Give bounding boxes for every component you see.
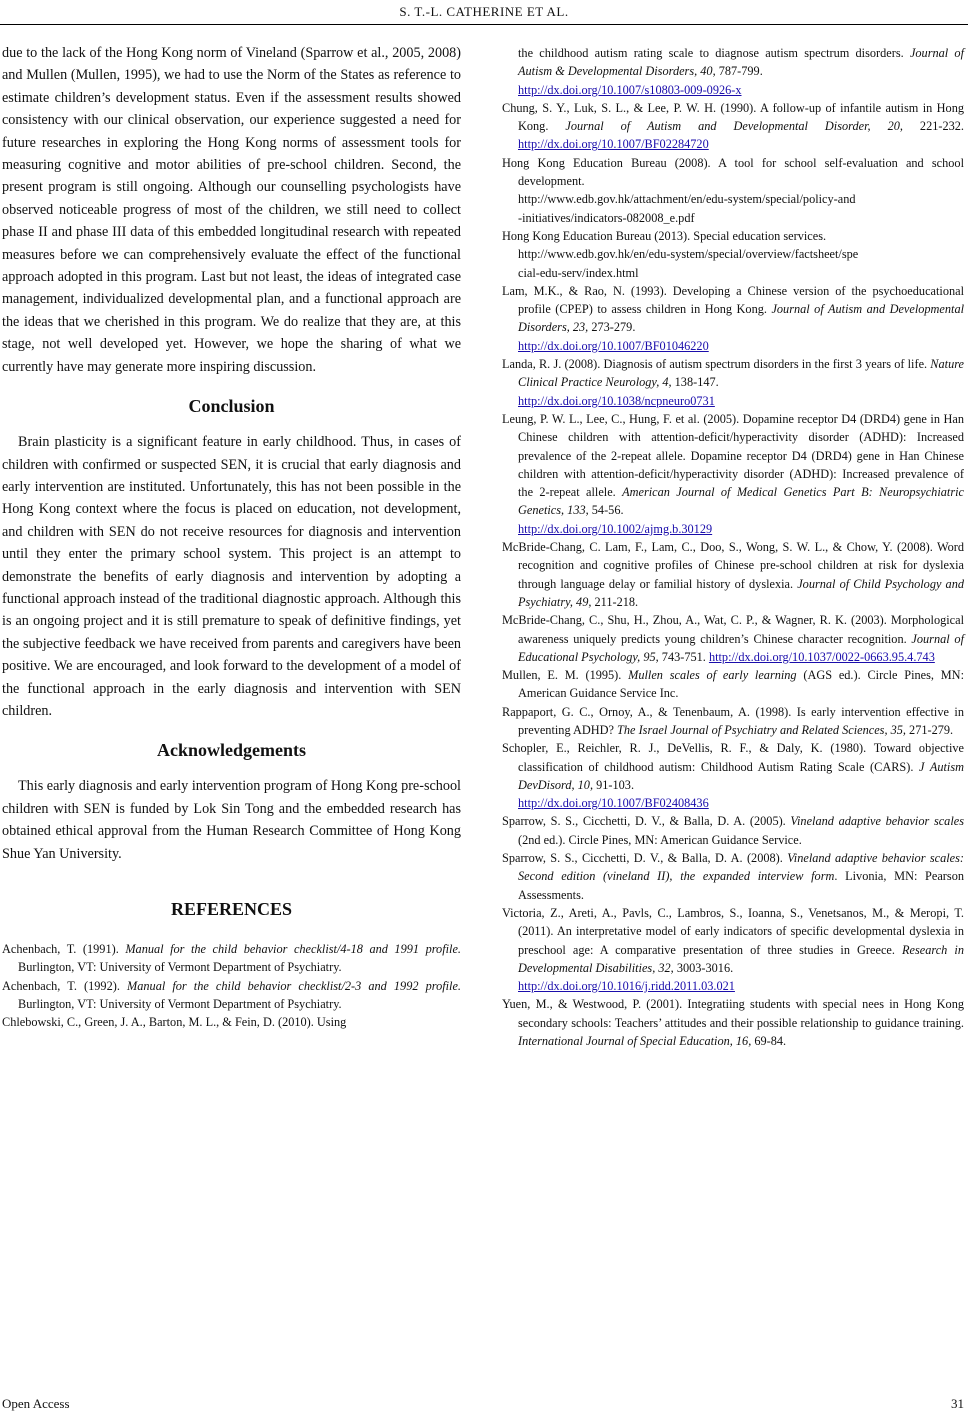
intro-paragraph: due to the lack of the Hong Kong norm of Vineland (Sparrow et al., 2005, 2008) and Mullen (Mullen, 1995), we had to use the Norm of the States as reference to estimate children’s development status. Even if the assessment results showed consistency with our clinical observation, our experience suggested a need for future researches in exploring the Hong Kong norms of assessment tools for measuring cognitive and motor abilities of pre-school children. Second, the present program is still ongoing. Although our counselling psychologists have observed noticeable progress of most of the children, we still need to collect phase II and phase III data of this embedded longitudinal research with repeated measures before we can comprehensively evaluate the effect of the functional approach adopted in this program. Last but not least, the ideas of integrated case management, individualized developmental plan, and a functional approach are the ideas that we cherished in this program. We do realize that they are, at this stage, not well developed yet. However, we hope the sharing of what we currently have may generate more inspiring discussion.: [2, 45, 461, 375]
reference-entry: Hong Kong Education Bureau (2008). A tool for school self-evaluation and school development. http://www.edb.gov.hk/attachment/en/edu-system/special/policy-and -initiatives/indicators-082008_e.pdf: [502, 154, 964, 227]
doi-link[interactable]: http://dx.doi.org/10.1007/s10803-009-0926-x: [518, 82, 742, 97]
reference-entry: Mullen, E. M. (1995). Mullen scales of early learning (AGS ed.). Circle Pines, MN: American Guidance Service Inc.: [502, 668, 964, 701]
doi-link[interactable]: http://dx.doi.org/10.1038/ncpneuro0731: [518, 393, 715, 408]
doi-link[interactable]: http://dx.doi.org/10.1016/j.ridd.2011.03.021: [518, 979, 735, 994]
references-heading: REFERENCES: [170, 899, 293, 919]
doi-link[interactable]: http://dx.doi.org/10.1007/BF02284720: [518, 137, 709, 152]
reference-entry: Lam, M.K., & Rao, N. (1993). Developing a Chinese version of the psychoeducational profile (CPEP) to assess children in Hong Kong. Journal of Autism and Developmental Disorders, 23, 273-279. http://dx.doi.org/10.1007/BF01046220: [502, 282, 964, 355]
reference-entry: Sparrow, S. S., Cicchetti, D. V., & Balla, D. A. (2005). Vineland adaptive behavior scales (2nd ed.). Circle Pines, MN: American Guidance Service.: [502, 814, 964, 847]
conclusion-paragraph: Brain plasticity is a significant feature in early childhood. Thus, in cases of children with confirmed or suspected SEN, it is crucial that early diagnosis and early intervention are instituted. Unfortunately, this has not been possible in the Hong Kong context where the focus is placed on education, not development, and children with SEN do not receive resources for diagnosis and intervention until they enter the primary school system. This project is an attempt to demonstrate the benefits of early diagnosis and intervention by adopting a functional approach instead of the traditional diagnostic approach. Although this is an ongoing project and it is still premature to speak of definitive findings, yet the subjective feedback we have received from parents and caregivers have been positive. We are encouraged, and look forward to the development of a model of the functional approach in the early diagnosis and intervention with SEN children.: [2, 434, 461, 719]
acknowledgements-heading: Acknowledgements: [157, 740, 306, 761]
reference-entry: Chung, S. Y., Luk, S. L., & Lee, P. W. H. (1990). A follow-up of infantile autism in Hong Kong. Journal of Autism and Developmental Disorder, 20, 221-232. http://dx.doi.org/10.1007/BF02284720: [502, 100, 964, 152]
doi-link[interactable]: http://dx.doi.org/10.1037/0022-0663.95.4.743: [708, 649, 935, 664]
reference-entry: Victoria, Z., Areti, A., Pavls, C., Lambros, S., Ioanna, S., Venetsanos, M., & Meropi, T. (2011). An interpretative model of early indicators of specific developmental dyslexia in preschool age: A comparative presentation of three studies in Greece. Research in Developmental Disabilities, 32, 3003-3016. http://dx.doi.org/10.1016/j.ridd.2011.03.021: [502, 904, 964, 995]
url-text: -initiatives/indicators-082008_e.pdf: [518, 210, 695, 225]
doi-link[interactable]: http://dx.doi.org/10.1007/BF01046220: [518, 338, 709, 353]
reference-entry: Sparrow, S. S., Cicchetti, D. V., & Balla, D. A. (2008). Vineland adaptive behavior scales: Second edition (vineland II), the expanded interview form. Livonia, MN: Pearson Assessments.: [502, 851, 964, 902]
reference-entry: Hong Kong Education Bureau (2013). Special education services. http://www.edb.gov.hk/en/edu-system/special/overview/factsheet/spe cial-edu-serv/index.html: [502, 227, 964, 282]
running-header: S. T.-L. CATHERINE ET AL.: [399, 4, 569, 19]
url-text: http://www.edb.gov.hk/en/edu-system/special/overview/factsheet/spe: [518, 247, 859, 262]
reference-entry: Schopler, E., Reichler, R. J., DeVellis, R. F., & Daly, K. (1980). Toward objective classification of childhood autism: Childhood Autism Rating Scale (CARS). J Autism DevDisord, 10, 91-103. http://dx.doi.org/10.1007/BF02408436: [502, 739, 964, 812]
doi-link[interactable]: http://dx.doi.org/10.1002/ajmg.b.30129: [518, 521, 713, 536]
right-column: [502, 44, 964, 1050]
left-column: [2, 42, 461, 1031]
acknowledgements-paragraph: This early diagnosis and early intervention program of Hong Kong pre-school children with SEN is funded by Lok Sin Tong and the embedded research has obtained ethical approval from the Human Research Committee of Hong Kong Shue Yan University.: [2, 778, 461, 862]
reference-entry: Yuen, M., & Westwood, P. (2001). Integratiing students with special nees in Hong Kong secondary schools: Teachers’ attitudes and their possible relationship to guidance training. International Journal of Special Education, 16, 69-84.: [502, 997, 964, 1049]
reference-entry: McBride-Chang, C. Lam, F., Lam, C., Doo, S., Wong, S. W. L., & Chow, Y. (2008). Word recognition and cognitive profiles of Chinese pre-school children at risk for dyslexia through language delay or familial history of dyslexia. Journal of Child Psychology and Psychiatry, 49, 211-218.: [502, 540, 964, 609]
reference-entry: Leung, P. W. L., Lee, C., Hung, F. et al. (2005). Dopamine receptor D4 (DRD4) gene in Han Chinese children with attention-deficit/hyperactivity disorder (ADHD): Increased prevalence of the 2-repeat allele. Dopamine receptor D4 (DRD4) gene in Han Chinese children with attention-deficit/hyperactivity disorder (ADHD): Increased prevalence of the 2-repeat allele. American Journal of Medical Genetics Part B: Neuropsychiatric Genetics, 133, 54-56. http://dx.doi.org/10.1002/ajmg.b.30129: [502, 410, 964, 538]
header-rule: [0, 24, 968, 25]
footer-open-access: Open Access: [2, 1396, 70, 1411]
reference-entry: McBride-Chang, C., Shu, H., Zhou, A., Wat, C. P., & Wagner, R. K. (2003). Morphological awareness uniquely predicts young children’s Chinese character recognition. Journal of Educational Psychology, 95, 743-751. http://dx.doi.org/10.1037/0022-0663.95.4.743: [502, 613, 964, 664]
reference-entry: Achenbach, T. (1991). Manual for the child behavior checklist/4-18 and 1991 profile. Burlington, VT: University of Vermont Department of Psychiatry.: [2, 942, 461, 975]
conclusion-heading: Conclusion: [188, 396, 275, 417]
reference-entry: Achenbach, T. (1992). Manual for the child behavior checklist/2-3 and 1992 profile. Burlington, VT: University of Vermont Department of Psychiatry.: [2, 978, 461, 1011]
reference-entry: Rappaport, G. C., Ornoy, A., & Tenenbaum, A. (1998). Is early intervention effective in preventing ADHD? The Israel Journal of Psychiatry and Related Sciences, 35, 271-279.: [502, 704, 964, 737]
reference-entry: the childhood autism rating scale to diagnose autism spectrum disorders. Journal of Autism & Developmental Disorders, 40, 787-799. http://dx.doi.org/10.1007/s10803-009-0926-x: [502, 44, 964, 99]
doi-link[interactable]: http://dx.doi.org/10.1007/BF02408436: [518, 796, 709, 811]
url-text: http://www.edb.gov.hk/attachment/en/edu-system/special/policy-and: [518, 192, 856, 207]
reference-entry: Landa, R. J. (2008). Diagnosis of autism spectrum disorders in the first 3 years of life. Nature Clinical Practice Neurology, 4, 138-147. http://dx.doi.org/10.1038/ncpneuro0731: [502, 355, 964, 410]
page-number: 31: [951, 1396, 964, 1411]
reference-entry: Chlebowski, C., Green, J. A., Barton, M. L., & Fein, D. (2010). Using: [2, 1015, 347, 1030]
url-text: cial-edu-serv/index.html: [518, 265, 639, 280]
